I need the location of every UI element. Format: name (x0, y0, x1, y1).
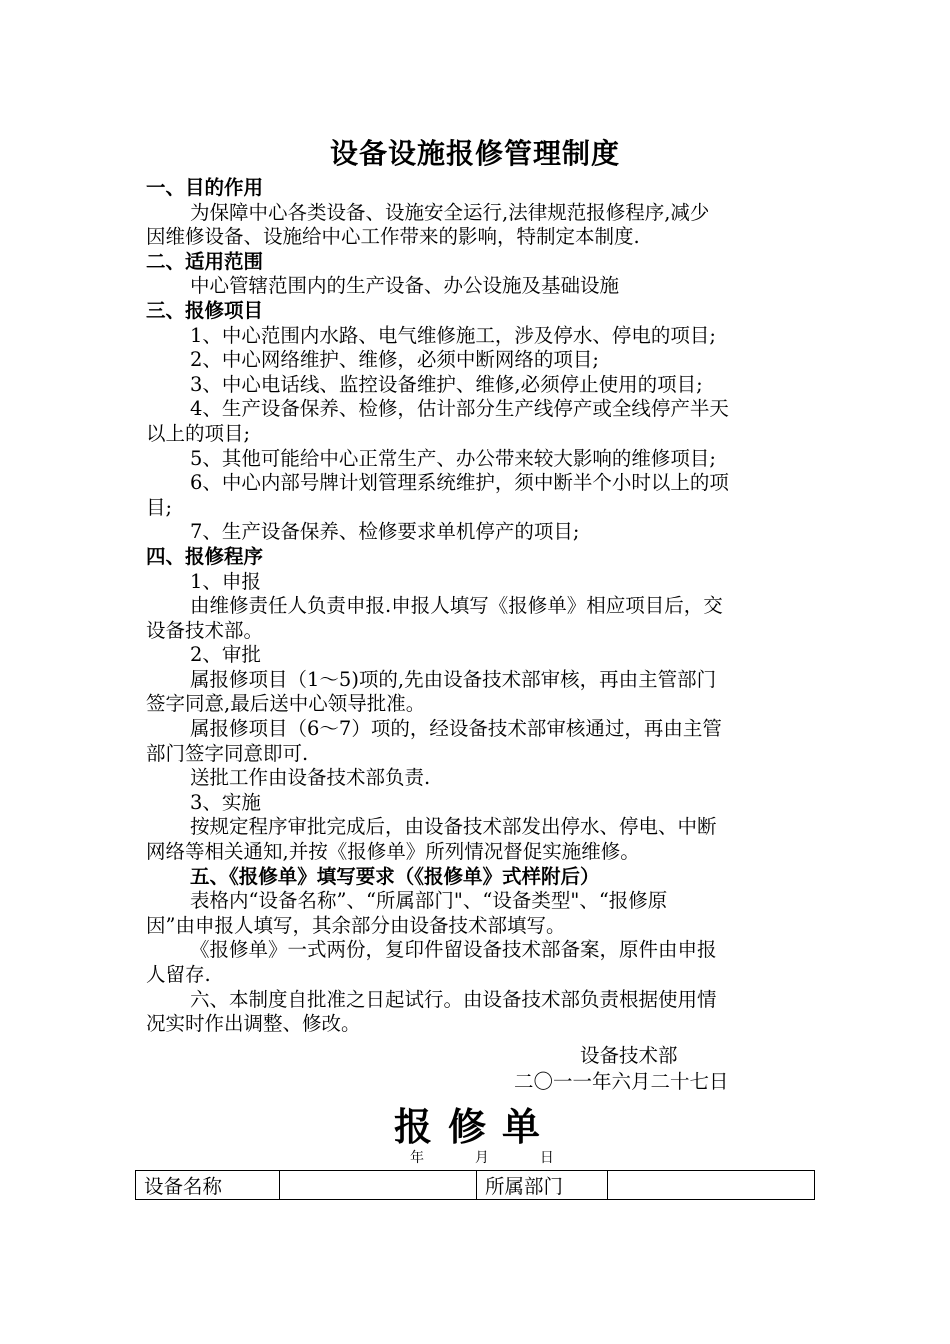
repair-form-table (135, 1170, 815, 1200)
paragraph-line: 属报修项目（6～7）项的，经设备技术部审核通过，再由主管 (190, 717, 722, 741)
document-title: 设备设施报修管理制度 (329, 137, 620, 170)
paragraph-line: 因”由申报人填写，其余部分由设备技术部填写。 (146, 913, 566, 937)
signature-date: 二〇一一年六月二十七日 (514, 1070, 729, 1093)
section-heading-scope: 二、适用范围 (146, 249, 264, 273)
paragraph-line: 为保障中心各类设备、设施安全运行,法律规范报修程序,减少 (190, 200, 710, 224)
paragraph-line: 按规定程序审批完成后，由设备技术部发出停水、停电、中断 (190, 815, 717, 839)
list-item-continuation: 目; (146, 495, 173, 519)
list-item-continuation: 以上的项目; (146, 421, 251, 445)
section-effective-date-cont: 况实时作出调整、修改。 (146, 1012, 361, 1036)
list-item: 4、生产设备保养、检修，估计部分生产线停产或全线停产半天 (190, 397, 729, 421)
form-title: 报修单 (393, 1105, 556, 1149)
paragraph-line: 因维修设备、设施给中心工作带来的影响，特制定本制度. (146, 225, 640, 249)
form-date-month: 月 (474, 1150, 489, 1166)
paragraph-line: 表格内“设备名称”、“所属部门"、“设备类型"、“报修原 (190, 889, 668, 913)
section-effective-date: 六、本制度自批准之日起试行。由设备技术部负责根据使用情 (190, 987, 717, 1011)
signature-department: 设备技术部 (580, 1044, 678, 1067)
paragraph-line: 网络等相关通知,并按《报修单》所列情况督促实施维修。 (146, 840, 640, 864)
paragraph-line: 《报修单》一式两份，复印件留设备技术部备案，原件由申报 (190, 938, 717, 962)
cell-department-value[interactable] (608, 1171, 815, 1200)
subheading-apply: 1、申报 (190, 569, 261, 593)
subheading-approve: 2、审批 (190, 643, 261, 667)
section-heading-purpose: 一、目的作用 (146, 176, 264, 199)
cell-label-department: 所属部门 (477, 1171, 608, 1200)
list-item: 5、其他可能给中心正常生产、办公带来较大影响的维修项目; (190, 446, 716, 470)
paragraph-line: 由维修责任人负责申报.申报人填写《报修单》相应项目后，交 (190, 594, 723, 618)
list-item: 6、中心内部号牌计划管理系统维护，须中断半个小时以上的项 (190, 471, 729, 495)
paragraph-line: 设备技术部。 (146, 618, 264, 642)
section-heading-procedure: 四、报修程序 (146, 544, 264, 568)
paragraph-line: 属报修项目（1～5)项的,先由设备技术部审核，再由主管部门 (190, 667, 717, 691)
paragraph-line: 签字同意,最后送中心领导批准。 (146, 692, 426, 716)
paragraph-line: 部门签字同意即可. (146, 741, 309, 765)
form-date-year: 年 (410, 1150, 424, 1166)
list-item: 7、生产设备保养、检修要求单机停产的项目; (190, 520, 580, 544)
form-date-line (410, 1147, 554, 1167)
list-item: 2、中心网络维护、维修，必须中断网络的项目; (190, 348, 599, 372)
document-body (146, 176, 806, 1037)
list-item: 3、中心电话线、监控设备维护、维修,必须停止使用的项目; (190, 372, 703, 396)
subheading-implement: 3、实施 (190, 790, 261, 814)
paragraph-line: 人留存. (146, 963, 211, 986)
section-heading-form-requirements: 五、《报修单》填写要求（《报修单》式样附后） (190, 864, 600, 888)
table-row (136, 1171, 815, 1200)
paragraph-line: 中心管辖范围内的生产设备、办公设施及基础设施 (190, 274, 620, 298)
section-heading-items: 三、报修项目 (146, 298, 264, 322)
form-date-day: 日 (539, 1150, 554, 1166)
cell-label-equipment-name: 设备名称 (136, 1171, 280, 1200)
paragraph-line: 送批工作由设备技术部负责. (190, 766, 431, 790)
list-item: 1、中心范围内水路、电气维修施工，涉及停水、停电的项目; (190, 323, 716, 347)
cell-equipment-name-value[interactable] (280, 1171, 477, 1200)
